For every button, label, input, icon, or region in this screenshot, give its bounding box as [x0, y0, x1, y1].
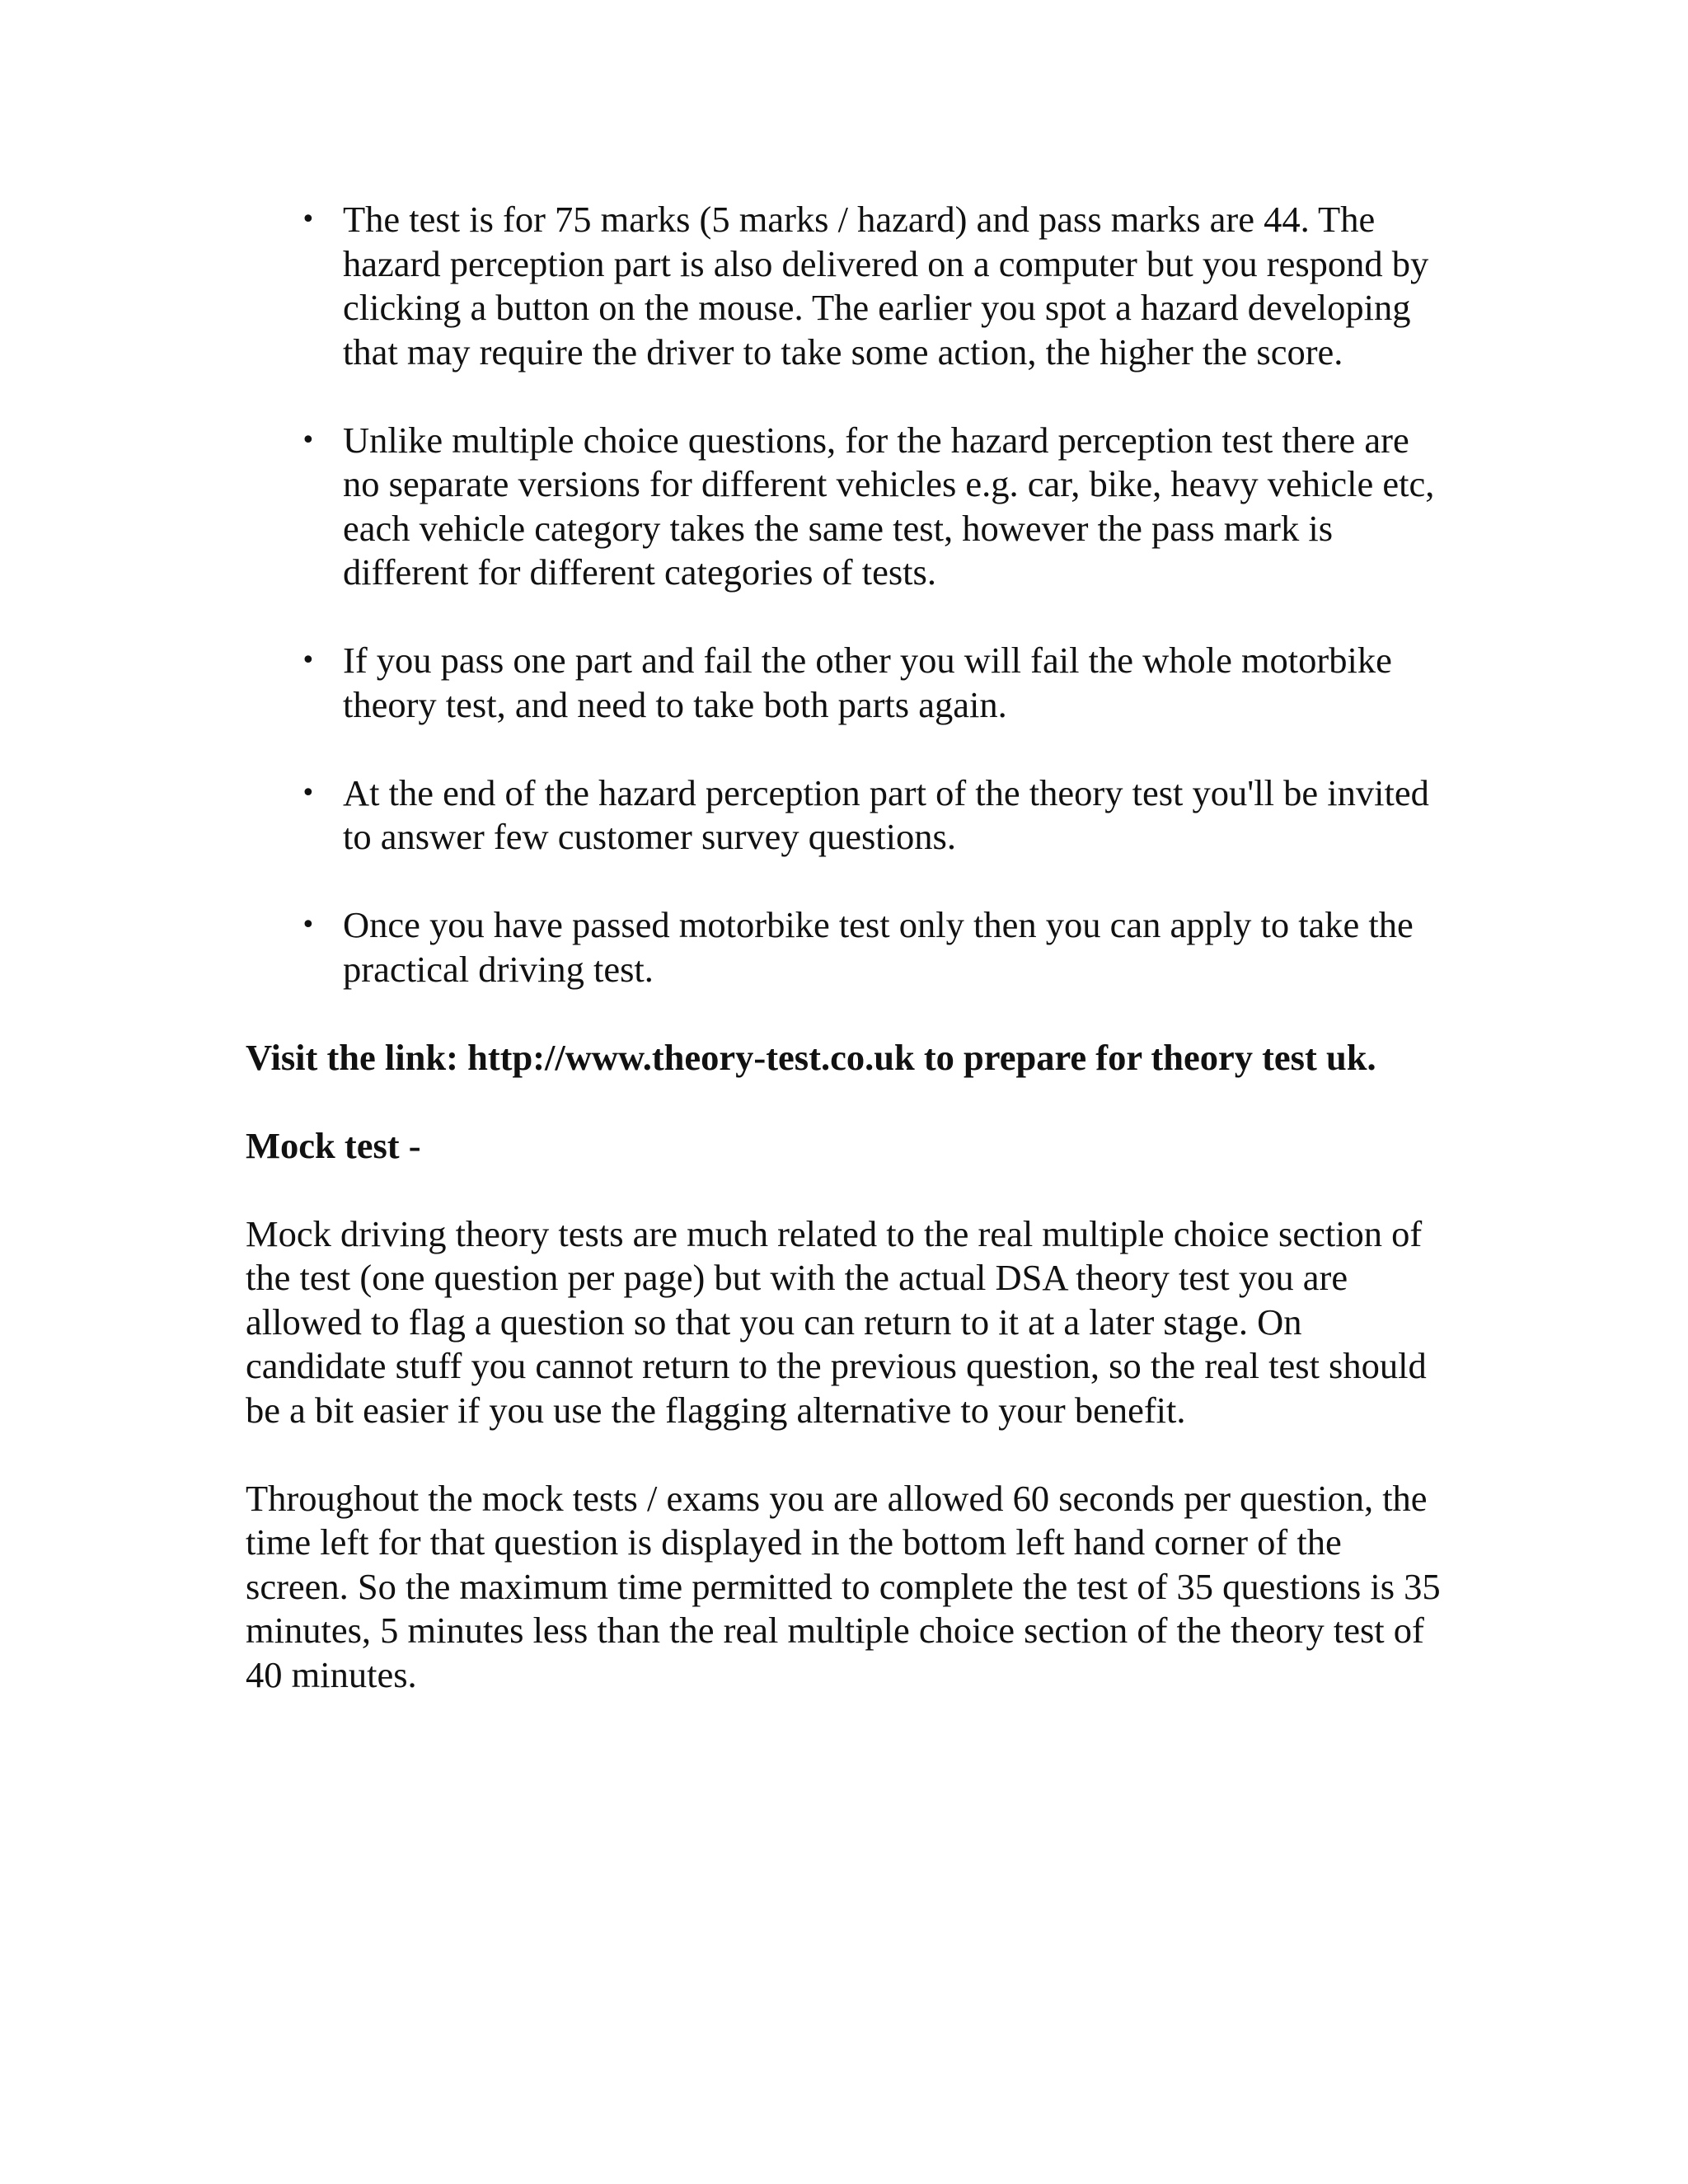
list-item-text: The test is for 75 marks (5 marks / hazard) and pass marks are 44. The hazard perception part is also delivered on a computer but you respond by clicking a button on the mouse. The earlier you spot a hazard developing that may require the driver to take some action, the higher the score.: [343, 199, 1429, 373]
bullet-list: [246, 198, 1441, 991]
mock-test-heading: Mock test -: [246, 1124, 421, 1166]
body-paragraph: Mock driving theory tests are much related to the real multiple choice section of the test (one question per page) but with the actual DSA theory test you are allowed to flag a question so that you can return to it at a later stage. On candidate stuff you cannot return to the previous question, so the real test should be a bit easier if you use the flagging alternative to your benefit.: [246, 1212, 1427, 1431]
bullet-icon: •: [301, 646, 316, 675]
list-item-text: Unlike multiple choice questions, for the hazard perception test there are no separate versions for different vehicles e.g. car, bike, heavy vehicle etc, each vehicle category takes the same test, however the pass mark is different for different categories of tests.: [343, 419, 1435, 593]
link-paragraph: Visit the link: http://www.theory-test.co.uk to prepare for theory test uk.: [246, 1036, 1376, 1078]
list-item: [246, 771, 1441, 860]
list-item: [246, 419, 1441, 595]
bullet-icon: •: [301, 205, 316, 234]
bullet-icon: •: [301, 425, 316, 455]
list-item-text: Once you have passed motorbike test only then you can apply to take the practical driving test.: [343, 904, 1414, 990]
list-item: [246, 639, 1441, 727]
body-paragraph: Throughout the mock tests / exams you are allowed 60 seconds per question, the time left for that question is displayed in the bottom left hand corner of the screen. So the maximum time permitted to complete the test of 35 questions is 35 minutes, 5 minutes less than the real multiple choice section of the theory test of 40 minutes.: [246, 1477, 1441, 1695]
bullet-icon: •: [301, 911, 316, 940]
document-page: [246, 198, 1441, 1741]
bullet-icon: •: [301, 778, 316, 808]
list-item: [246, 198, 1441, 374]
list-item: [246, 903, 1441, 991]
list-item-text: At the end of the hazard perception part of the theory test you'll be invited to answer few customer survey questions.: [343, 771, 1429, 857]
list-item-text: If you pass one part and fail the other you will fail the whole motorbike theory test, and need to take both parts again.: [343, 640, 1392, 725]
